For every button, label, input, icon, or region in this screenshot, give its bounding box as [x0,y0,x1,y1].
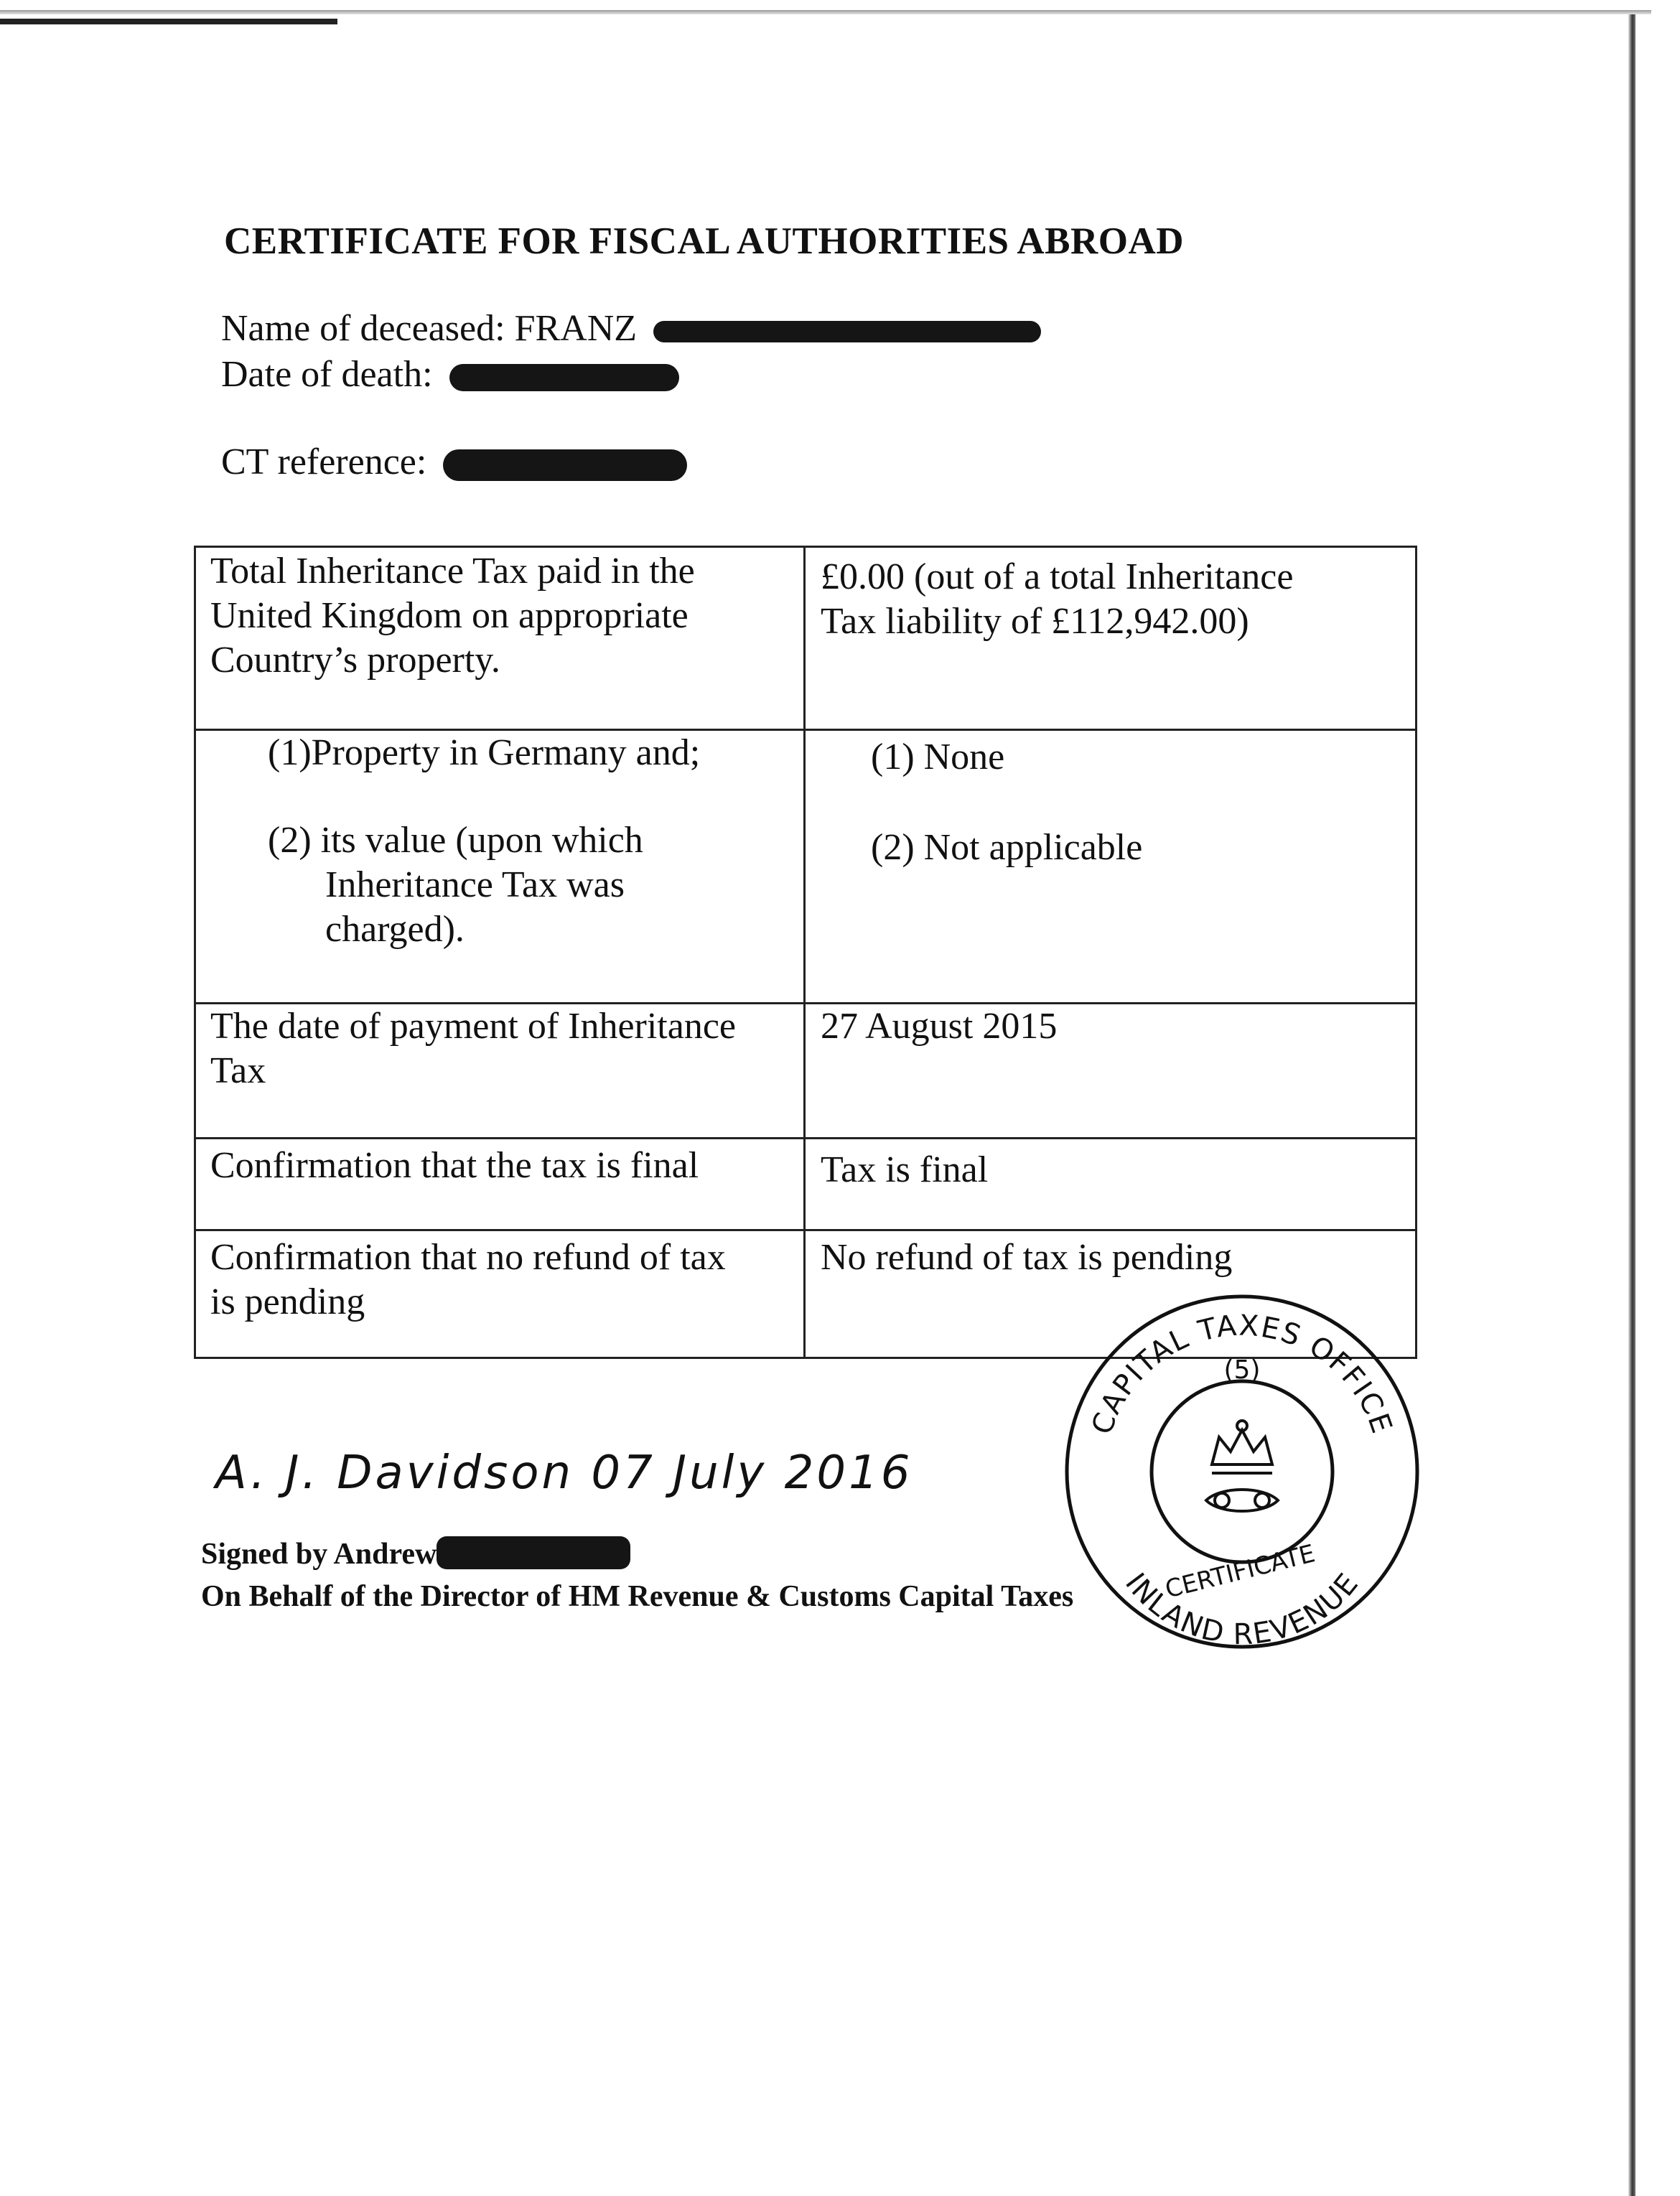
scan-edge-right [1628,14,1635,2196]
table-cell: Total Inheritance Tax paid in the United Kingdom on appropriate Country’s property. [210,551,695,681]
table-row [196,731,1415,1004]
stamp-number: (5) [1223,1355,1261,1385]
redaction [449,364,679,391]
redaction [653,321,1041,342]
table-cell: Confirmation that no refund of tax is pending [210,1237,726,1322]
table-cell: (1)Property in Germany and; (2) its value (upon which Inheritance Tax was charged). [268,732,701,950]
date-of-death-line [221,353,679,396]
ct-reference-line [221,441,687,483]
table-cell: Tax is final [821,1149,989,1190]
table-cell: 27 August 2015 [821,1006,1058,1047]
crown-emblem-icon [1206,1421,1278,1511]
signed-by-line: Signed by Andrew [201,1536,630,1571]
table-cell: The date of payment of Inheritance Tax [210,1006,736,1091]
redaction [443,449,687,481]
certificate-table [194,546,1417,1359]
date-of-death-label: Date of death: [221,354,433,395]
stamp-top-text: CAPITAL TAXES OFFICE [1086,1309,1399,1439]
table-row [196,1004,1415,1139]
handwritten-signature: A. J. Davidson 07 July 2016 [215,1447,913,1500]
table-cell: Confirmation that the tax is final [210,1145,699,1186]
stamp-bottom-text: INLAND REVENUE [1119,1566,1366,1652]
scan-edge-top [0,10,1651,14]
table-cell: £0.00 (out of a total Inheritance Tax liability of £112,942.00) [821,556,1294,642]
stamp-center-text: CERTIFICATE [1162,1539,1318,1604]
document-title: CERTIFICATE FOR FISCAL AUTHORITIES ABROAD [224,220,1185,262]
deceased-name-line [221,307,1041,350]
table-cell: (1) None (2) Not applicable [871,737,1143,868]
table-cell: No refund of tax is pending [821,1237,1233,1278]
table-row [196,548,1415,731]
scan-edge-mark [0,19,337,24]
deceased-label: Name of deceased: [221,308,505,349]
on-behalf-line: On Behalf of the Director of HM Revenue & Customs Capital Taxes [201,1580,1074,1613]
redaction [437,1536,630,1569]
deceased-value: FRANZ [514,308,638,349]
ct-reference-label: CT reference: [221,441,427,482]
table-row [196,1139,1415,1231]
capital-taxes-office-stamp [1055,1285,1429,1658]
